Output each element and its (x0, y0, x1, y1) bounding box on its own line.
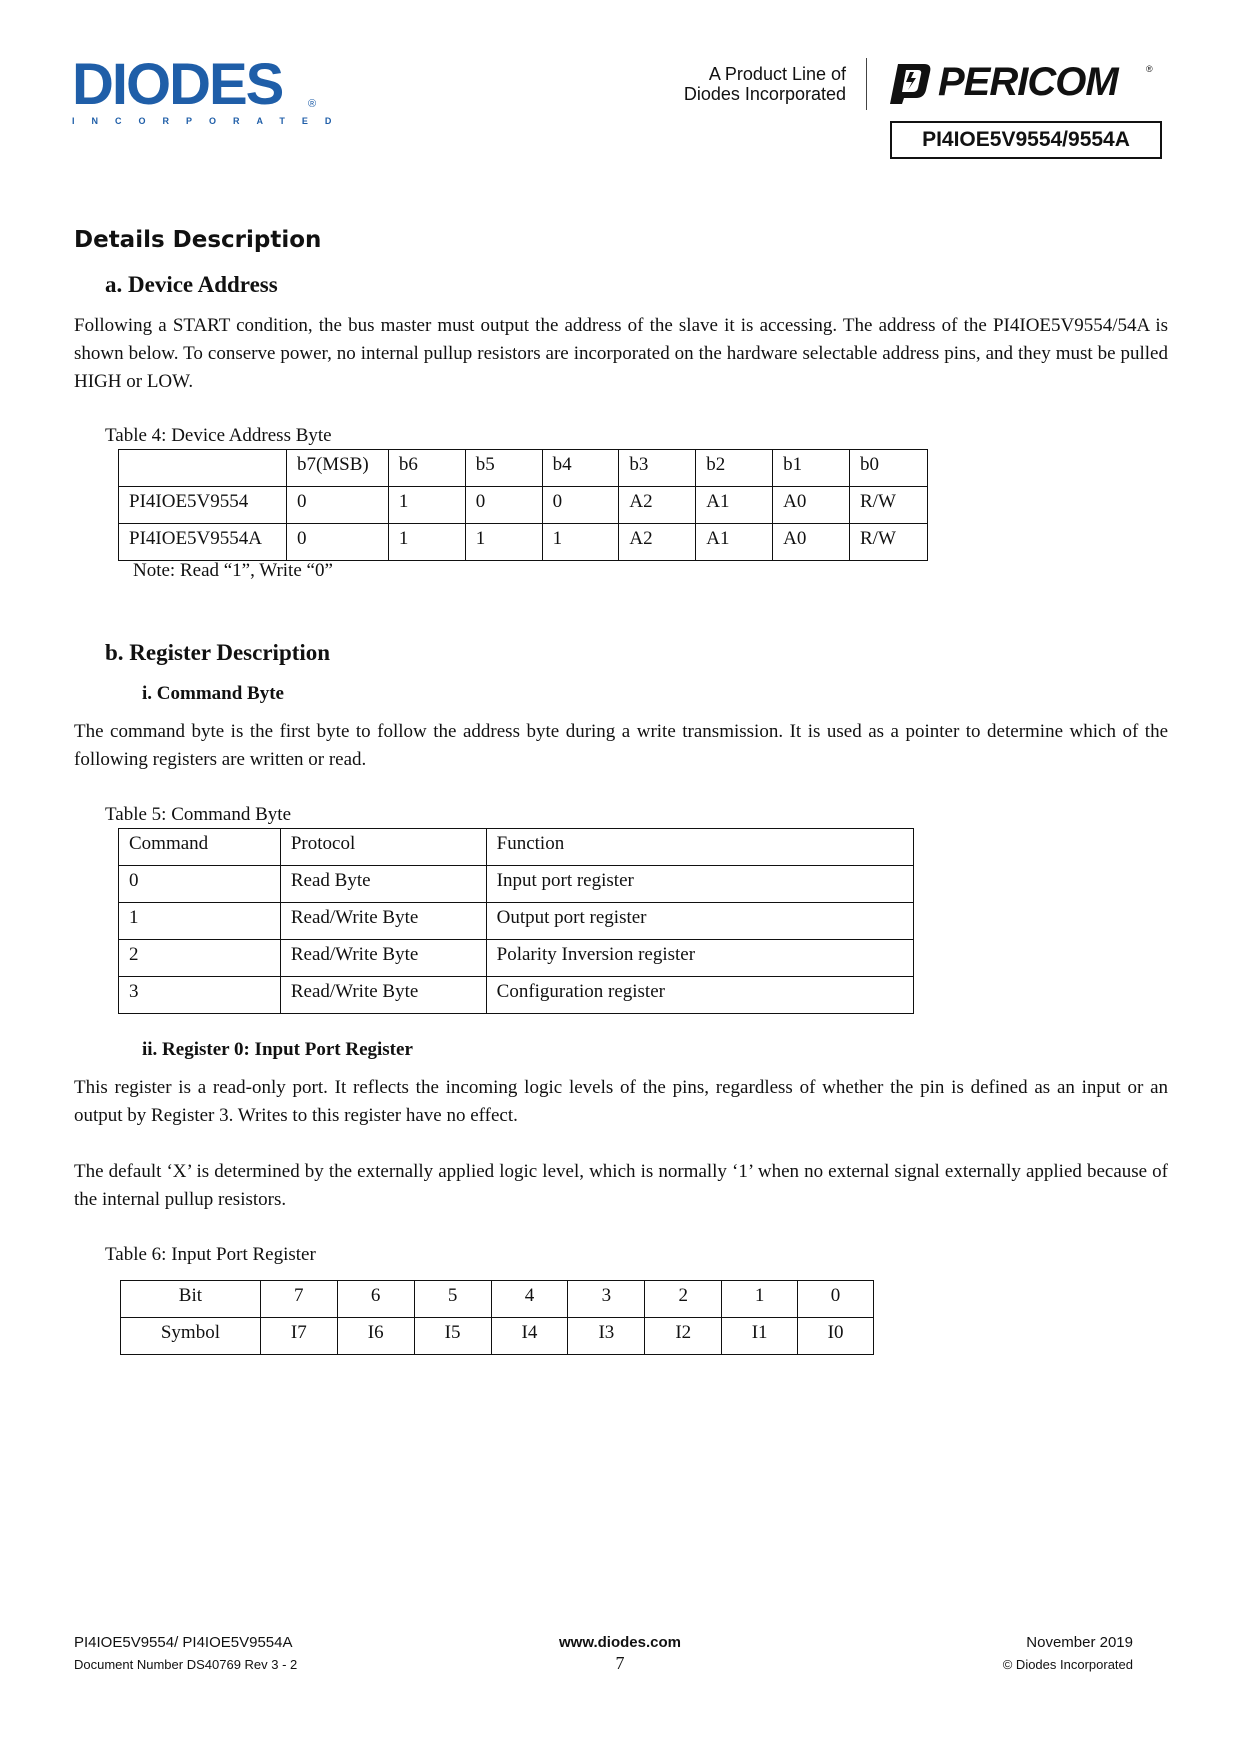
table-cell: Output port register (486, 903, 913, 940)
footer-date: November 2019 (1026, 1634, 1133, 1651)
table-row (119, 524, 928, 561)
command-byte-paragraph: The command byte is the first byte to follow the address byte during a write transmission. It is used as a pointer to determine which of the following registers are written or read. (74, 721, 1168, 770)
input-port-heading: ii. Register 0: Input Port Register (142, 1039, 413, 1060)
table-cell: R/W (850, 487, 928, 524)
device-address-heading: a. Device Address (105, 272, 278, 297)
footer-part-number: PI4IOE5V9554/ PI4IOE5V9554A (74, 1634, 293, 1651)
table-cell: 4 (491, 1281, 568, 1318)
table-cell: A0 (773, 487, 850, 524)
table-cell (119, 450, 287, 487)
pericom-registered-mark: ® (1146, 64, 1153, 74)
table-cell: Read/Write Byte (280, 903, 486, 940)
table-cell: Read/Write Byte (280, 977, 486, 1014)
table-cell: I6 (337, 1318, 414, 1355)
table-cell: Configuration register (486, 977, 913, 1014)
table-cell: Input port register (486, 866, 913, 903)
pericom-emblem-icon (884, 60, 934, 106)
table-cell: I2 (645, 1318, 722, 1355)
table-cell: Bit (121, 1281, 261, 1318)
table-cell: I4 (491, 1318, 568, 1355)
table-cell: Command (119, 829, 281, 866)
table-cell: b4 (542, 450, 619, 487)
table-cell: I7 (260, 1318, 337, 1355)
table-cell: 0 (119, 866, 281, 903)
table-cell: 3 (119, 977, 281, 1014)
table-cell: A2 (619, 524, 696, 561)
table-cell: b3 (619, 450, 696, 487)
diodes-logo-subtitle: INCORPORATED (72, 116, 349, 126)
table-cell: 1 (388, 524, 465, 561)
table-cell: PI4IOE5V9554 (119, 487, 287, 524)
table-6-caption: Table 6: Input Port Register (105, 1244, 316, 1265)
table-cell: Function (486, 829, 913, 866)
table-row (119, 866, 914, 903)
table-cell: 1 (722, 1281, 798, 1318)
table-cell: 0 (286, 487, 388, 524)
table-cell: 7 (260, 1281, 337, 1318)
product-line-2: Diodes Incorporated (683, 84, 846, 104)
pericom-logo (884, 60, 1164, 106)
table-cell: 2 (645, 1281, 722, 1318)
table-cell: b6 (388, 450, 465, 487)
table-4-note: Note: Read “1”, Write “0” (133, 560, 333, 581)
table-cell: I5 (414, 1318, 491, 1355)
table-cell: 1 (465, 524, 542, 561)
table-cell: R/W (850, 524, 928, 561)
footer-page-number: 7 (615, 1653, 625, 1673)
table-header-row (119, 450, 928, 487)
registered-mark: ® (308, 98, 317, 110)
table-cell: Read Byte (280, 866, 486, 903)
diodes-logo-word: DIODES (72, 52, 283, 117)
table-row (119, 977, 914, 1014)
table-row (119, 487, 928, 524)
table-row (119, 903, 914, 940)
table-cell: I1 (722, 1318, 798, 1355)
table-cell: 6 (337, 1281, 414, 1318)
table-cell: Symbol (121, 1318, 261, 1355)
table-cell: 0 (286, 524, 388, 561)
table-cell: 1 (119, 903, 281, 940)
command-byte-heading: i. Command Byte (142, 683, 284, 704)
table-cell: A0 (773, 524, 850, 561)
table-cell: b5 (465, 450, 542, 487)
header-divider (866, 58, 867, 110)
table-cell: I0 (798, 1318, 874, 1355)
table-cell: b7(MSB) (286, 450, 388, 487)
pericom-logo-word: PERICOM (938, 60, 1118, 104)
table-cell: A1 (696, 524, 773, 561)
product-line-text (684, 64, 846, 104)
table-cell: 1 (388, 487, 465, 524)
part-number-box: PI4IOE5V9554/9554A (890, 121, 1162, 159)
table-5-caption: Table 5: Command Byte (105, 804, 292, 825)
page-title: Details Description (74, 227, 322, 253)
table-cell: A2 (619, 487, 696, 524)
device-address-paragraph: Following a START condition, the bus master must output the address of the slave it is accessing. The address of the PI4IOE5V9554/54A is shown below. To conserve power, no internal pullup resistors are incorporated on the hardware selectable address pins, and they must be pulled HIGH or LOW. (74, 315, 1168, 392)
table-cell: 0 (542, 487, 619, 524)
table-cell: Protocol (280, 829, 486, 866)
table-cell: b1 (773, 450, 850, 487)
table-cell: 2 (119, 940, 281, 977)
table-cell: PI4IOE5V9554A (119, 524, 287, 561)
table-row (119, 940, 914, 977)
table-4-caption: Table 4: Device Address Byte (105, 425, 332, 446)
table-cell: A1 (696, 487, 773, 524)
table-cell: b0 (850, 450, 928, 487)
input-port-paragraph-2: The default ‘X’ is determined by the externally applied logic level, which is normally ‘1’ when no external signal externally applied because of the internal pullup resistors. (74, 1161, 1168, 1210)
diodes-logo (72, 52, 349, 126)
table-cell: b2 (696, 450, 773, 487)
input-port-paragraph-1: This register is a read-only port. It reflects the incoming logic levels of the pins, regardless of whether the pin is defined as an input or an output by Register 3. Writes to this register have no effect. (74, 1077, 1168, 1126)
product-line-1: A Product Line of (708, 64, 846, 84)
device-address-table (118, 449, 928, 561)
table-cell: 5 (414, 1281, 491, 1318)
input-port-table (120, 1280, 874, 1355)
table-cell: Polarity Inversion register (486, 940, 913, 977)
footer-website-link[interactable]: www.diodes.com (559, 1634, 681, 1651)
table-cell: I3 (568, 1318, 645, 1355)
table-cell: Read/Write Byte (280, 940, 486, 977)
footer-copyright: © Diodes Incorporated (1002, 1657, 1133, 1672)
register-description-heading: b. Register Description (105, 640, 331, 665)
table-cell: 3 (568, 1281, 645, 1318)
table-row (121, 1281, 874, 1318)
table-header-row (119, 829, 914, 866)
table-cell: 0 (798, 1281, 874, 1318)
table-row (121, 1318, 874, 1355)
footer-document-number: Document Number DS40769 Rev 3 - 2 (74, 1657, 298, 1672)
table-cell: 0 (465, 487, 542, 524)
table-cell: 1 (542, 524, 619, 561)
command-byte-table (118, 828, 914, 1014)
